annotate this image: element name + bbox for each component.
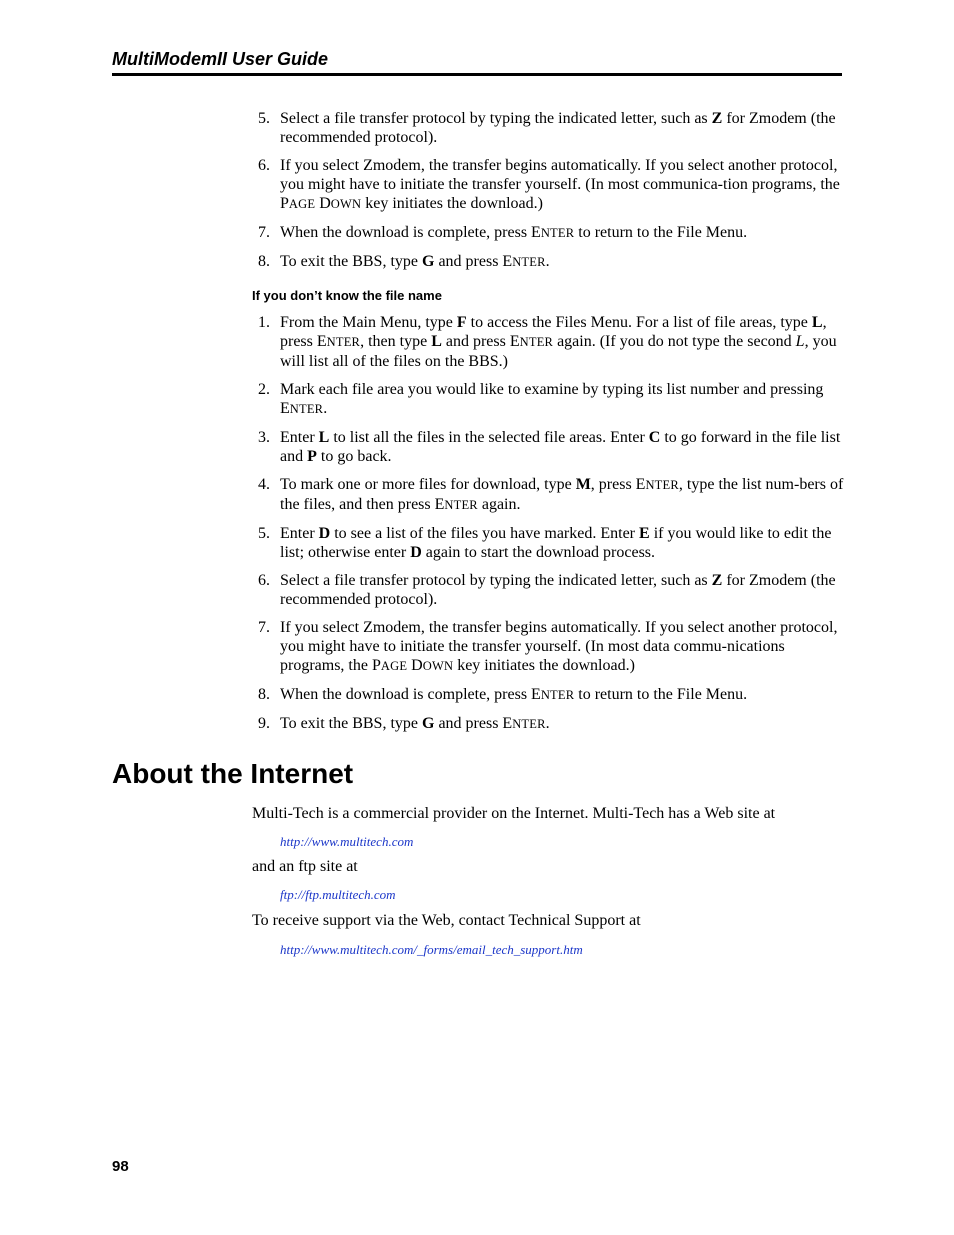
list-item — [252, 313, 847, 371]
section-heading-about-internet: About the Internet — [112, 758, 354, 789]
list-item-text: Enter D to see a list of the files you have marked. Enter E if you would like to edit the list; otherwise enter D again to start the download process. — [280, 525, 832, 561]
download-steps-list — [252, 109, 847, 281]
page-number: 98 — [112, 1158, 129, 1175]
list-item-number: 1. — [258, 314, 270, 331]
list-item-text: When the download is complete, press ENTER to return to the File Menu. — [280, 686, 748, 703]
list-item-text: From the Main Menu, type F to access the Files Menu. For a list of file areas, type L, press ENTER, then type L and press ENTER again. (If you do not type the second L, you will list all of the files on the BBS.) — [280, 314, 837, 370]
list-item-number: 5. — [258, 110, 270, 127]
list-item — [252, 475, 847, 515]
list-item-text: To exit the BBS, type G and press ENTER. — [280, 715, 550, 732]
list-item-number: 9. — [258, 715, 270, 732]
unknown-file-steps-list — [252, 313, 847, 743]
list-item-number: 4. — [258, 476, 270, 493]
list-item-text: If you select Zmodem, the transfer begins automatically. If you select another protocol, you might have to initiate the transfer yourself. (In most communica-tion programs, the PAGE DOWN key initiates the download.) — [280, 157, 840, 212]
list-item — [252, 380, 847, 419]
list-item — [252, 428, 847, 466]
list-item-text: Enter L to list all the files in the selected file areas. Enter C to go forward in the file list and P to go back. — [280, 429, 841, 465]
list-item-number: 5. — [258, 525, 270, 542]
list-item-number: 2. — [258, 381, 270, 398]
support-intro-text: To receive support via the Web, contact Technical Support at — [252, 912, 641, 929]
list-item — [252, 618, 847, 676]
subheading-unknown-file-name: If you don’t know the file name — [252, 288, 442, 303]
list-item-number: 6. — [258, 157, 270, 174]
list-item-number: 8. — [258, 253, 270, 270]
list-item-text: To exit the BBS, type G and press ENTER. — [280, 253, 550, 270]
list-item-number: 8. — [258, 686, 270, 703]
running-header-title: MultiModemII User Guide — [112, 49, 329, 69]
web-site-link[interactable]: http://www.multitech.com — [280, 834, 414, 849]
list-item-text: Mark each file area you would like to examine by typing its list number and pressing ENTER. — [280, 381, 824, 417]
list-item-text: To mark one or more files for download, type M, press ENTER, type the list num-bers of the files, and then press ENTER again. — [280, 476, 844, 513]
header-rule — [112, 73, 842, 76]
list-item — [252, 109, 847, 147]
list-item — [252, 685, 847, 705]
ftp-intro-text: and an ftp site at — [252, 858, 358, 875]
list-item — [252, 524, 847, 562]
list-item-number: 7. — [258, 619, 270, 636]
internet-intro-text: Multi-Tech is a commercial provider on the Internet. Multi-Tech has a Web site at — [252, 805, 776, 822]
ftp-site-link[interactable]: ftp://ftp.multitech.com — [280, 887, 396, 902]
list-item-text: Select a file transfer protocol by typing the indicated letter, such as Z for Zmodem (the recommended protocol). — [280, 110, 836, 146]
list-item-text: Select a file transfer protocol by typing the indicated letter, such as Z for Zmodem (the recommended protocol). — [280, 572, 836, 608]
list-item — [252, 156, 847, 214]
list-item — [252, 252, 847, 272]
list-item-number: 3. — [258, 429, 270, 446]
list-item-text: When the download is complete, press ENTER to return to the File Menu. — [280, 224, 748, 241]
tech-support-link[interactable]: http://www.multitech.com/_forms/email_tech_support.htm — [280, 942, 583, 957]
list-item — [252, 714, 847, 734]
list-item — [252, 223, 847, 243]
list-item-number: 7. — [258, 224, 270, 241]
list-item-text: If you select Zmodem, the transfer begins automatically. If you select another protocol, you might have to initiate the transfer yourself. (In most data commu-nications programs, the PAGE DOWN key initiates the download.) — [280, 619, 838, 674]
list-item — [252, 571, 847, 609]
list-item-number: 6. — [258, 572, 270, 589]
